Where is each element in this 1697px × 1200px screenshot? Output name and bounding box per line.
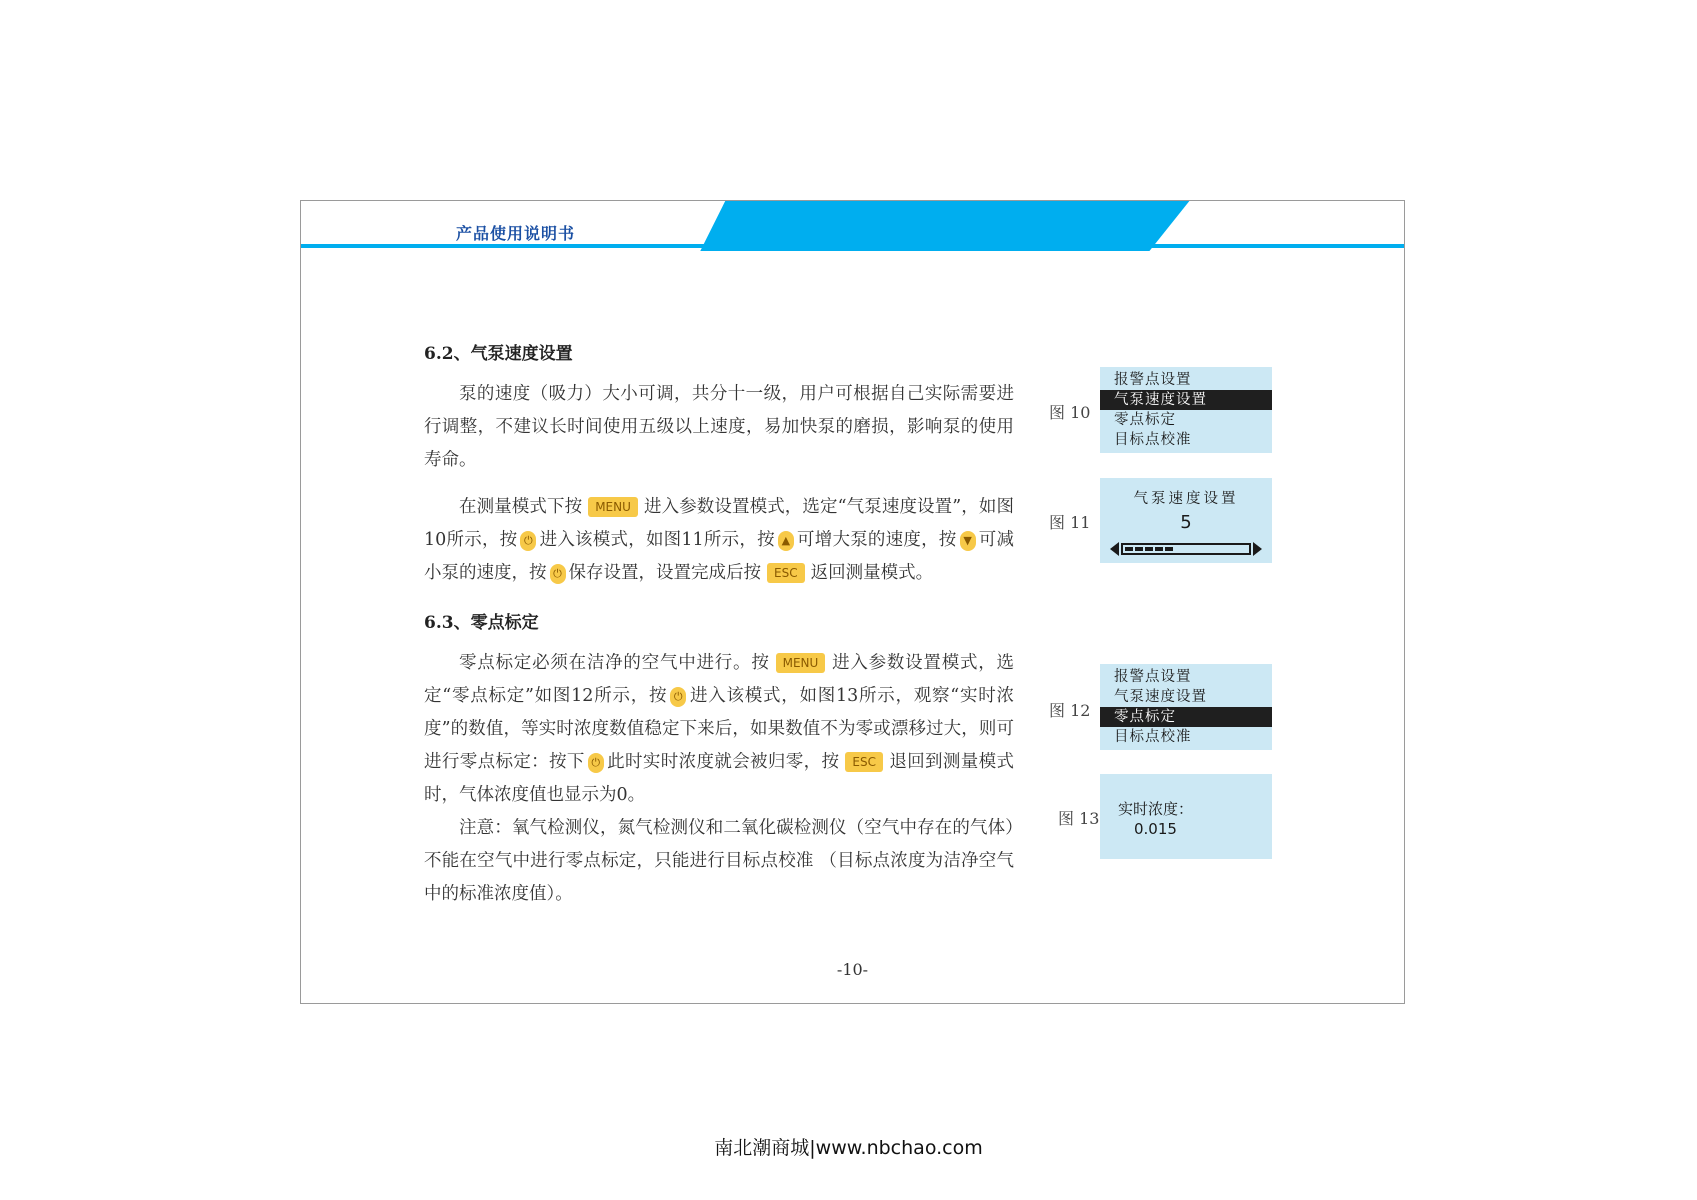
lcd-menu-fig12 [1100,664,1272,750]
speed-title: 气泵速度设置 [1133,491,1239,507]
manual-page [300,200,1405,1004]
power-icon: ⏻ [550,564,566,584]
figure-label: 图 10 [1049,403,1091,422]
section-heading-6-2: 6.2、气泵速度设置 [424,344,573,364]
paragraph: 零点标定必须在洁净的空气中进行。按 MENU 进入参数设置模式，选定“零点标定”如图12所示，按 ⏻ 进入该模式，如图13所示，观察“实时浓度”的数值，等实时浓度数值稳定下来后，如果数值不为零或漂移过大，则可进行零点标定：按下 ⏻ 此时实时浓度就会被归零，按 ESC 退回到测量模式时，气体浓度值也显示为0。 [424,653,1015,805]
speed-level-segment [1165,547,1173,551]
lcd-menu-item: 报警点设置 [1114,372,1192,388]
figure-label: 图 12 [1049,701,1091,720]
speed-level-segment [1155,547,1163,551]
speed-level-bar [1110,542,1262,556]
concentration-label: 实时浓度： [1118,800,1194,818]
bar-fill [1125,547,1173,551]
lcd-menu-item: 气泵速度设置 [1114,689,1207,705]
main-content [424,339,1014,911]
lcd-menu-item: 报警点设置 [1114,669,1192,685]
lcd-menu-item-selected: 零点标定 [1100,707,1272,727]
footer-watermark: 南北潮商城|www.nbchao.com [714,1137,983,1159]
menu-key: MENU [588,497,638,517]
figure-label: 图 13 [1058,809,1100,828]
lcd-concentration-screen [1100,774,1272,859]
section-heading-6-3: 6.3、零点标定 [424,613,539,633]
lcd-menu-item: 目标点校准 [1114,432,1192,448]
figure-label: 图 11 [1049,513,1091,532]
paragraph: 泵的速度（吸力）大小可调，共分十一级，用户可根据自己实际需要进行调整，不建议长时间使用五级以上速度，易加快泵的磨损，影响泵的使用寿命。 [424,384,1014,470]
paragraph: 注意：氧气检测仪，氮气检测仪和二氧化碳检测仪（空气中存在的气体）不能在空气中进行零点标定，只能进行目标点校准 （目标点浓度为洁净空气中的标准浓度值）。 [424,818,1014,904]
menu-key: MENU [776,653,826,673]
speed-level-segment [1145,547,1153,551]
header-line [301,244,1404,248]
power-icon: ⏻ [670,687,686,707]
paragraph: 在测量模式下按 MENU 进入参数设置模式，选定“气泵速度设置”，如图10所示，按 ⏻ 进入该模式，如图11所示，按 ▲ 可增大泵的速度，按 ▼ 可减小泵的速度，按 ⏻ 保存设置，设置完成后按 ESC 返回测量模式。 [424,497,1014,583]
speed-level-segment [1135,547,1143,551]
esc-key: ESC [767,563,805,583]
header-title: 产品使用说明书 [456,224,576,243]
power-icon: ⏻ [520,531,536,551]
concentration-value: 0.015 [1134,820,1177,838]
page-number: -10- [836,960,869,979]
power-icon: ⏻ [588,753,604,773]
lcd-menu-item: 零点标定 [1114,412,1176,428]
arrow-down-icon: ▼ [960,531,976,551]
lcd-speed-screen [1100,478,1272,563]
lcd-menu-fig10 [1100,367,1272,453]
bar-track [1121,543,1251,555]
speed-value: 5 [1180,512,1192,533]
speed-level-segment [1125,547,1133,551]
esc-key: ESC [845,752,883,772]
arrow-up-icon: ▲ [778,531,794,551]
lcd-menu-item: 目标点校准 [1114,729,1192,745]
lcd-menu-item-selected: 气泵速度设置 [1100,390,1272,410]
bar-left-arrow-icon [1110,542,1119,556]
bar-right-arrow-icon [1253,542,1262,556]
